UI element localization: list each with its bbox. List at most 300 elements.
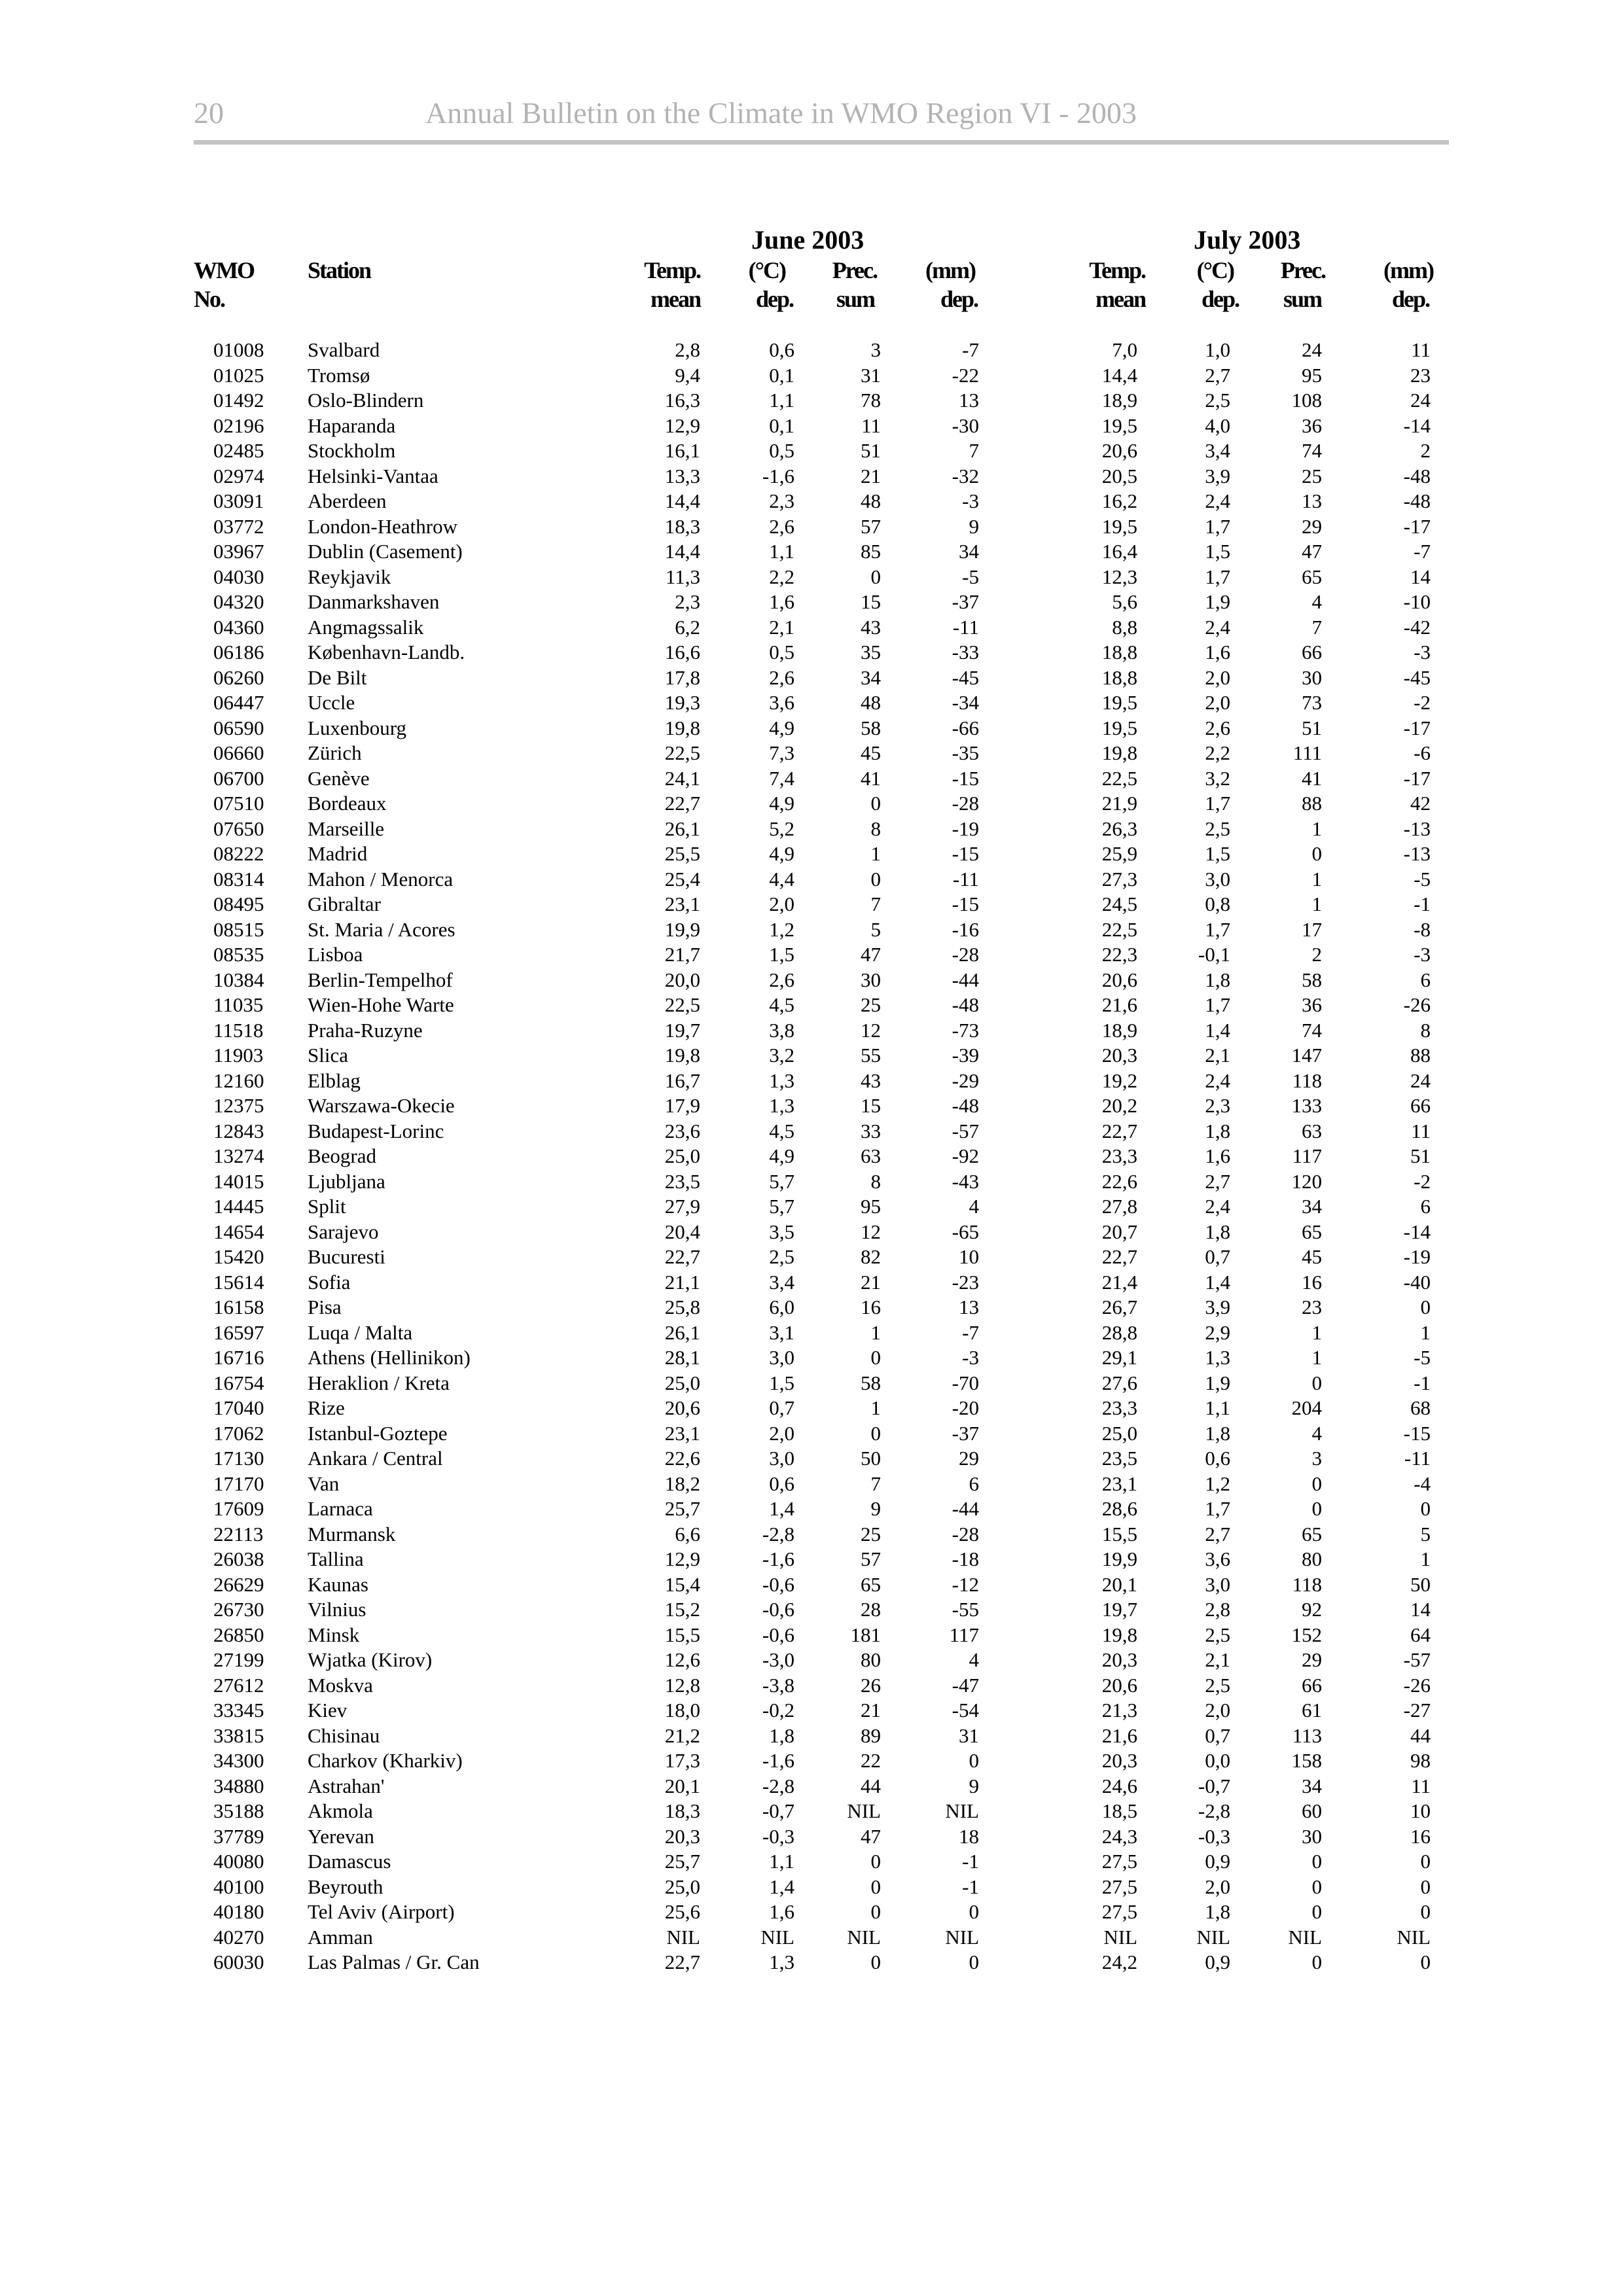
july-prec-dep: -14 xyxy=(1403,1220,1431,1243)
june-prec-dep: -23 xyxy=(952,1270,979,1294)
month-title-june: June 2003 xyxy=(751,225,865,255)
july-prec-sum: NIL xyxy=(1288,1925,1322,1949)
july-temp-dep: -2,8 xyxy=(1198,1799,1230,1822)
station-name: Tromsø xyxy=(308,363,370,387)
july-temp-mean: 29,1 xyxy=(1101,1346,1137,1369)
july-temp-mean: 19,8 xyxy=(1101,741,1137,764)
table-row xyxy=(0,514,1623,540)
station-name: Pisa xyxy=(308,1296,342,1318)
july-prec-sum: 61 xyxy=(1302,1699,1322,1722)
june-prec-dep: 9 xyxy=(969,1774,979,1797)
june-prec-dep: -55 xyxy=(952,1598,979,1621)
june-prec-dep: -35 xyxy=(952,741,979,764)
june-prec-dep: -73 xyxy=(952,1018,979,1042)
june-temp-dep: -2,8 xyxy=(762,1774,794,1797)
july-prec-sum: 80 xyxy=(1302,1547,1322,1570)
june-prec-sum: 25 xyxy=(861,1522,881,1545)
table-row xyxy=(0,1799,1623,1824)
table-row xyxy=(0,1774,1623,1799)
july-temp-dep: 3,0 xyxy=(1205,1572,1230,1596)
july-temp-dep: 1,5 xyxy=(1205,540,1230,563)
table-row xyxy=(0,1043,1623,1069)
july-temp-dep: 2,1 xyxy=(1205,1044,1230,1067)
june-temp-dep: 3,4 xyxy=(769,1270,794,1294)
july-prec-sum: 3 xyxy=(1311,1447,1322,1470)
july-temp-dep: 2,7 xyxy=(1205,363,1230,387)
station-name: Beograd xyxy=(308,1144,377,1167)
june-prec-sum: 41 xyxy=(861,766,881,790)
july-temp-dep: 1,9 xyxy=(1205,1371,1230,1394)
wmo-number: 14654 xyxy=(213,1220,264,1243)
july-temp-dep: 3,6 xyxy=(1205,1547,1230,1570)
july-temp-dep: 3,4 xyxy=(1205,439,1230,462)
station-name: København-Landb. xyxy=(308,641,465,663)
wmo-number: 02196 xyxy=(213,414,264,437)
wmo-number: 40100 xyxy=(213,1875,264,1898)
june-temp-dep: 2,3 xyxy=(769,489,794,512)
july-prec-dep: -42 xyxy=(1403,615,1431,639)
july-temp-dep: 2,0 xyxy=(1205,665,1230,689)
july-temp-dep: 1,1 xyxy=(1205,1396,1230,1419)
july-prec-dep: 0 xyxy=(1420,1875,1431,1898)
june-prec-sum: 1 xyxy=(870,1320,881,1344)
july-prec-sum: 88 xyxy=(1302,792,1322,815)
july-temp-mean: 19,5 xyxy=(1101,691,1137,714)
july-prec-sum: 16 xyxy=(1302,1270,1322,1294)
station-name: St. Maria / Acores xyxy=(308,917,455,941)
june-temp-dep: -0,3 xyxy=(762,1824,794,1848)
july-prec-dep: -6 xyxy=(1414,741,1431,764)
july-temp-mean: 23,3 xyxy=(1101,1144,1137,1167)
july-temp-dep: 2,0 xyxy=(1205,1875,1230,1898)
wmo-number: 06590 xyxy=(213,716,264,739)
table-row xyxy=(0,1849,1623,1875)
june-prec-sum: 7 xyxy=(870,1472,881,1495)
july-temp-dep: 3,0 xyxy=(1205,867,1230,891)
station-name: Las Palmas / Gr. Can xyxy=(308,1951,480,1973)
june-prec-sum: NIL xyxy=(847,1799,881,1822)
july-prec-dep: -27 xyxy=(1403,1699,1431,1722)
june-prec-sum: 50 xyxy=(861,1447,881,1470)
wmo-number: 07510 xyxy=(213,792,264,815)
table-row xyxy=(0,817,1623,842)
table-row xyxy=(0,464,1623,489)
july-temp-dep: 2,9 xyxy=(1205,1320,1230,1344)
june-temp-dep: 4,5 xyxy=(769,993,794,1016)
wmo-number: 26730 xyxy=(213,1598,264,1621)
wmo-number: 01008 xyxy=(213,338,264,361)
july-temp-mean: 27,8 xyxy=(1101,1195,1137,1218)
wmo-number: 40080 xyxy=(213,1850,264,1873)
july-prec-dep: 14 xyxy=(1410,1598,1431,1621)
june-temp-mean: 22,6 xyxy=(664,1447,700,1470)
july-prec-sum: 74 xyxy=(1302,439,1322,462)
june-prec-sum: 55 xyxy=(861,1044,881,1067)
july-prec-dep: -17 xyxy=(1403,716,1431,739)
wmo-number: 34300 xyxy=(213,1749,264,1772)
june-prec-dep: -7 xyxy=(962,338,979,361)
station-name: Mahon / Menorca xyxy=(308,867,454,891)
june-prec-dep: 13 xyxy=(959,1296,979,1318)
table-row xyxy=(0,1547,1623,1572)
june-temp-dep: 3,0 xyxy=(769,1447,794,1470)
june-prec-sum: 11 xyxy=(861,414,881,437)
july-prec-sum: 74 xyxy=(1302,1018,1322,1042)
table-row xyxy=(0,1472,1623,1497)
july-temp-dep: 2,5 xyxy=(1205,389,1230,412)
july-prec-sum: 0 xyxy=(1311,842,1322,865)
june-temp-mean: 17,3 xyxy=(664,1749,700,1772)
june-prec-sum: 22 xyxy=(861,1749,881,1772)
june-prec-dep: 6 xyxy=(969,1472,979,1495)
july-temp-dep: 1,8 xyxy=(1205,1119,1230,1142)
june-prec-dep: -18 xyxy=(952,1547,979,1570)
july-prec-dep: -57 xyxy=(1403,1648,1431,1671)
july-temp-mean: 7,0 xyxy=(1112,338,1137,361)
july-prec-sum: 60 xyxy=(1302,1799,1322,1822)
june-temp-mean: 16,6 xyxy=(664,641,700,663)
july-temp-mean: 19,5 xyxy=(1101,514,1137,538)
july-prec-sum: 152 xyxy=(1291,1623,1322,1646)
june-temp-dep: 5,7 xyxy=(769,1169,794,1193)
july-temp-mean: 24,2 xyxy=(1101,1951,1137,1973)
july-temp-dep: 2,5 xyxy=(1205,817,1230,840)
june-prec-dep: -28 xyxy=(952,792,979,815)
table-row xyxy=(0,716,1623,741)
wmo-number: 37789 xyxy=(213,1824,264,1848)
june-prec-dep: -70 xyxy=(952,1371,979,1394)
june-temp-mean: 11,3 xyxy=(665,565,700,588)
july-prec-dep: 0 xyxy=(1420,1850,1431,1873)
july-temp-dep: 1,3 xyxy=(1205,1346,1230,1369)
wmo-number: 01025 xyxy=(213,363,264,387)
wmo-number: 06447 xyxy=(213,691,264,714)
station-name: Budapest-Lorinc xyxy=(308,1119,444,1142)
june-prec-dep: -22 xyxy=(952,363,979,387)
wmo-number: 40270 xyxy=(213,1925,264,1949)
header-july-mean: mean xyxy=(1096,286,1145,312)
july-temp-mean: 22,5 xyxy=(1101,766,1137,790)
june-prec-sum: 34 xyxy=(861,665,881,689)
station-table xyxy=(0,338,1623,1975)
june-temp-mean: 2,8 xyxy=(675,338,700,361)
july-prec-dep: -2 xyxy=(1414,691,1431,714)
table-row xyxy=(0,1648,1623,1673)
july-temp-mean: 5,6 xyxy=(1112,590,1137,613)
july-prec-sum: 92 xyxy=(1302,1598,1322,1621)
july-temp-dep: 1,8 xyxy=(1205,1421,1230,1445)
june-prec-dep: -29 xyxy=(952,1069,979,1092)
july-temp-mean: 19,5 xyxy=(1101,716,1137,739)
july-prec-sum: 147 xyxy=(1291,1044,1322,1067)
july-prec-dep: -3 xyxy=(1414,943,1431,966)
june-temp-dep: 1,1 xyxy=(769,540,794,563)
june-prec-dep: -92 xyxy=(952,1144,979,1167)
june-prec-sum: 15 xyxy=(861,590,881,613)
june-prec-dep: 4 xyxy=(969,1195,979,1218)
july-temp-mean: 20,1 xyxy=(1101,1572,1137,1596)
july-prec-sum: 45 xyxy=(1302,1245,1322,1268)
july-prec-sum: 2 xyxy=(1311,943,1322,966)
july-prec-dep: 16 xyxy=(1410,1824,1431,1848)
june-prec-sum: 26 xyxy=(861,1673,881,1697)
july-temp-mean: 18,9 xyxy=(1101,1018,1137,1042)
july-prec-sum: 34 xyxy=(1302,1195,1322,1218)
july-temp-mean: 20,5 xyxy=(1101,464,1137,487)
june-prec-sum: 8 xyxy=(870,817,881,840)
july-prec-sum: 0 xyxy=(1311,1951,1322,1973)
wmo-number: 11903 xyxy=(213,1044,264,1067)
july-temp-mean: 19,9 xyxy=(1101,1547,1137,1570)
july-prec-sum: 30 xyxy=(1302,1824,1322,1848)
wmo-number: 11518 xyxy=(213,1018,264,1042)
station-name: Slica xyxy=(308,1044,348,1067)
june-temp-mean: 17,8 xyxy=(664,665,700,689)
july-temp-mean: 14,4 xyxy=(1101,363,1137,387)
june-temp-mean: 22,5 xyxy=(664,741,700,764)
june-temp-mean: 14,4 xyxy=(664,540,700,563)
station-name: Ljubljana xyxy=(308,1169,385,1193)
station-name: Helsinki-Vantaa xyxy=(308,464,438,487)
june-temp-mean: 19,3 xyxy=(664,691,700,714)
june-prec-dep: -20 xyxy=(952,1396,979,1419)
table-row xyxy=(0,1446,1623,1472)
header-june-temp-dep: dep. xyxy=(755,286,793,312)
july-prec-sum: 0 xyxy=(1311,1900,1322,1923)
wmo-number: 14445 xyxy=(213,1195,264,1218)
june-prec-dep: -44 xyxy=(952,1497,979,1520)
june-prec-sum: 1 xyxy=(870,1396,881,1419)
wmo-number: 16597 xyxy=(213,1320,264,1344)
june-temp-mean: 14,4 xyxy=(664,489,700,512)
july-temp-dep: 0,7 xyxy=(1205,1723,1230,1747)
july-temp-dep: 0,9 xyxy=(1205,1850,1230,1873)
month-title-july: July 2003 xyxy=(1194,225,1301,255)
table-row xyxy=(0,841,1623,867)
station-name: Beyrouth xyxy=(308,1875,383,1898)
july-prec-sum: 1 xyxy=(1311,892,1322,915)
july-temp-dep: 3,9 xyxy=(1205,464,1230,487)
july-temp-dep: 2,4 xyxy=(1205,615,1230,639)
july-temp-mean: 22,3 xyxy=(1101,943,1137,966)
july-prec-dep: 66 xyxy=(1410,1094,1431,1117)
june-temp-dep: NIL xyxy=(760,1925,794,1949)
june-prec-dep: -54 xyxy=(952,1699,979,1722)
june-prec-sum: 85 xyxy=(861,540,881,563)
june-temp-dep: -0,6 xyxy=(762,1572,794,1596)
july-temp-dep: 1,7 xyxy=(1205,514,1230,538)
table-row xyxy=(0,1875,1623,1900)
june-prec-dep: -65 xyxy=(952,1220,979,1243)
station-name: Yerevan xyxy=(308,1824,374,1848)
june-prec-dep: 18 xyxy=(959,1824,979,1848)
june-prec-dep: -16 xyxy=(952,917,979,941)
wmo-number: 26038 xyxy=(213,1547,264,1570)
june-temp-mean: 18,2 xyxy=(664,1472,700,1495)
july-prec-dep: 10 xyxy=(1410,1799,1431,1822)
june-prec-dep: 31 xyxy=(959,1723,979,1747)
header-no: No. xyxy=(194,286,224,312)
july-temp-dep: 1,8 xyxy=(1205,968,1230,991)
july-prec-sum: 1 xyxy=(1311,867,1322,891)
june-prec-dep: -28 xyxy=(952,943,979,966)
table-row xyxy=(0,968,1623,993)
header-june-mean: mean xyxy=(651,286,700,312)
header-june-mm: (mm) xyxy=(925,257,975,283)
june-temp-mean: 20,1 xyxy=(664,1774,700,1797)
june-temp-dep: 5,7 xyxy=(769,1195,794,1218)
wmo-number: 04030 xyxy=(213,565,264,588)
table-row xyxy=(0,1673,1623,1699)
june-temp-dep: 6,0 xyxy=(769,1296,794,1318)
july-temp-mean: 28,8 xyxy=(1101,1320,1137,1344)
station-name: Bordeaux xyxy=(308,792,387,815)
july-temp-mean: 21,3 xyxy=(1101,1699,1137,1722)
station-name: Marseille xyxy=(308,817,385,840)
july-prec-dep: -45 xyxy=(1403,665,1431,689)
june-temp-mean: 23,1 xyxy=(664,892,700,915)
june-temp-mean: 18,3 xyxy=(664,514,700,538)
july-temp-mean: 21,6 xyxy=(1101,993,1137,1016)
june-temp-dep: -1,6 xyxy=(762,464,794,487)
wmo-number: 12160 xyxy=(213,1069,264,1092)
july-prec-sum: 204 xyxy=(1291,1396,1322,1419)
june-temp-dep: -0,7 xyxy=(762,1799,794,1822)
july-prec-sum: 23 xyxy=(1302,1296,1322,1318)
july-temp-mean: 18,8 xyxy=(1101,641,1137,663)
table-row xyxy=(0,1144,1623,1169)
june-temp-dep: -0,6 xyxy=(762,1598,794,1621)
june-prec-sum: 8 xyxy=(870,1169,881,1193)
wmo-number: 08515 xyxy=(213,917,264,941)
june-temp-mean: 12,9 xyxy=(664,1547,700,1570)
july-prec-sum: 118 xyxy=(1292,1572,1322,1596)
july-temp-mean: 18,9 xyxy=(1101,389,1137,412)
june-temp-dep: 3,1 xyxy=(769,1320,794,1344)
table-row xyxy=(0,993,1623,1018)
june-prec-sum: 51 xyxy=(861,439,881,462)
station-name: Vilnius xyxy=(308,1598,366,1621)
july-temp-mean: 19,7 xyxy=(1101,1598,1137,1621)
station-name: Wjatka (Kirov) xyxy=(308,1648,433,1671)
july-prec-sum: 0 xyxy=(1311,1850,1322,1873)
header-july-sum: sum xyxy=(1283,286,1321,312)
station-name: Kiev xyxy=(308,1699,348,1722)
june-prec-sum: 78 xyxy=(861,389,881,412)
july-temp-dep: 2,4 xyxy=(1205,489,1230,512)
july-prec-dep: 1 xyxy=(1420,1547,1431,1570)
june-prec-dep: -66 xyxy=(952,716,979,739)
table-row xyxy=(0,1245,1623,1270)
july-temp-dep: 2,7 xyxy=(1205,1522,1230,1545)
june-temp-mean: 27,9 xyxy=(664,1195,700,1218)
july-temp-mean: 22,6 xyxy=(1101,1169,1137,1193)
table-row xyxy=(0,1723,1623,1749)
june-prec-dep: -3 xyxy=(962,1346,979,1369)
header-june-sum: sum xyxy=(836,286,874,312)
june-prec-sum: 5 xyxy=(870,917,881,941)
june-temp-dep: 3,8 xyxy=(769,1018,794,1042)
june-prec-dep: -32 xyxy=(952,464,979,487)
table-row xyxy=(0,1320,1623,1346)
wmo-number: 40180 xyxy=(213,1900,264,1923)
july-prec-sum: 158 xyxy=(1291,1749,1322,1772)
june-temp-dep: 1,3 xyxy=(769,1094,794,1117)
header-july-celsius: (°C) xyxy=(1196,257,1234,283)
july-prec-dep: 64 xyxy=(1410,1623,1431,1646)
july-prec-dep: 0 xyxy=(1420,1497,1431,1520)
table-row xyxy=(0,1824,1623,1850)
june-temp-mean: 25,7 xyxy=(664,1850,700,1873)
june-temp-mean: 21,2 xyxy=(664,1723,700,1747)
station-name: Sarajevo xyxy=(308,1220,379,1243)
june-prec-sum: 58 xyxy=(861,716,881,739)
july-prec-dep: 88 xyxy=(1410,1044,1431,1067)
june-prec-sum: 33 xyxy=(861,1119,881,1142)
june-temp-dep: 1,1 xyxy=(769,1850,794,1873)
wmo-number: 07650 xyxy=(213,817,264,840)
station-name: Akmola xyxy=(308,1799,373,1822)
station-name: Ankara / Central xyxy=(308,1447,443,1470)
june-prec-sum: 21 xyxy=(861,1699,881,1722)
station-name: Chisinau xyxy=(308,1723,380,1747)
june-prec-sum: NIL xyxy=(847,1925,881,1949)
june-prec-sum: 57 xyxy=(861,514,881,538)
june-prec-sum: 47 xyxy=(861,1824,881,1848)
june-temp-dep: 3,0 xyxy=(769,1346,794,1369)
july-prec-dep: -17 xyxy=(1403,766,1431,790)
july-prec-sum: 65 xyxy=(1302,565,1322,588)
june-temp-dep: 0,7 xyxy=(769,1396,794,1419)
wmo-number: 06260 xyxy=(213,665,264,689)
station-name: Uccle xyxy=(308,691,355,714)
june-prec-dep: -48 xyxy=(952,993,979,1016)
wmo-number: 14015 xyxy=(213,1169,264,1193)
june-prec-sum: 80 xyxy=(861,1648,881,1671)
june-prec-dep: -5 xyxy=(962,565,979,588)
june-prec-dep: 117 xyxy=(949,1623,979,1646)
june-temp-dep: 1,2 xyxy=(769,917,794,941)
july-temp-mean: 15,5 xyxy=(1101,1522,1137,1545)
wmo-number: 22113 xyxy=(213,1522,264,1545)
july-prec-dep: 6 xyxy=(1420,1195,1431,1218)
june-temp-mean: 25,7 xyxy=(664,1497,700,1520)
july-prec-sum: 117 xyxy=(1292,1144,1322,1167)
june-temp-mean: 20,6 xyxy=(664,1396,700,1419)
july-temp-mean: 27,3 xyxy=(1101,867,1137,891)
table-row xyxy=(0,1371,1623,1396)
june-temp-mean: NIL xyxy=(666,1925,700,1949)
july-temp-dep: NIL xyxy=(1196,1925,1230,1949)
july-temp-mean: 20,3 xyxy=(1101,1044,1137,1067)
june-prec-sum: 15 xyxy=(861,1094,881,1117)
table-row xyxy=(0,1925,1623,1951)
june-prec-dep: -57 xyxy=(952,1119,979,1142)
june-prec-sum: 45 xyxy=(861,741,881,764)
june-temp-dep: 4,9 xyxy=(769,792,794,815)
table-row xyxy=(0,791,1623,817)
july-temp-mean: 21,4 xyxy=(1101,1270,1137,1294)
wmo-number: 02485 xyxy=(213,439,264,462)
july-prec-dep: -26 xyxy=(1403,993,1431,1016)
station-name: London-Heathrow xyxy=(308,514,457,538)
july-prec-dep: NIL xyxy=(1397,1925,1431,1949)
june-temp-dep: 1,6 xyxy=(769,590,794,613)
station-name: Charkov (Kharkiv) xyxy=(308,1749,463,1772)
wmo-number: 16754 xyxy=(213,1371,264,1394)
header-wmo: WMO xyxy=(194,257,254,283)
july-temp-mean: 23,3 xyxy=(1101,1396,1137,1419)
